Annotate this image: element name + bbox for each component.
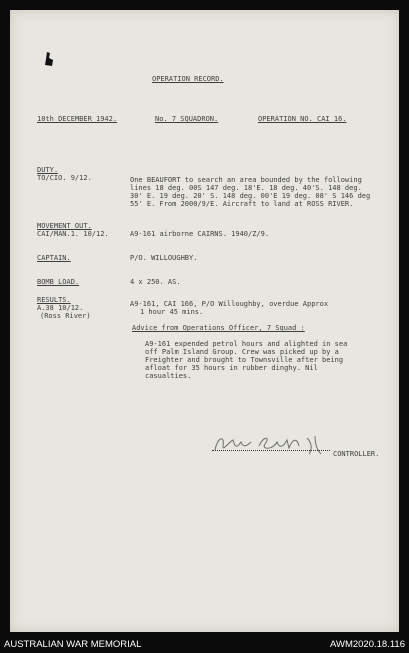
duty-line-4: 55' E. From 2000/9/E. Aircraft to land at ROSS RIVER. [130, 200, 354, 208]
advice-line-3: Freighter and brought to Townsville after being [145, 356, 344, 364]
ink-mark [44, 52, 54, 66]
duty-ref: TO/CIO. 9/12. [37, 174, 92, 182]
results-ref: A.38 10/12. [37, 304, 84, 312]
bomb-load-text: 4 x 250. AS. [130, 278, 181, 286]
bomb-load-label: BOMB LOAD. [37, 278, 80, 286]
document-page [10, 10, 399, 632]
footer-bar [0, 636, 409, 653]
footer-institution: AUSTRALIAN WAR MEMORIAL [4, 639, 142, 650]
movement-label: MOVEMENT OUT. [37, 222, 92, 230]
results-line-1: A9-161, CAI 166, P/O Willoughby, overdue Approx [130, 300, 329, 308]
movement-text: A9-161 airborne CAIRNS. 1940/Z/9. [130, 230, 270, 238]
duty-label: DUTY. [37, 166, 59, 174]
results-place: (Ross River) [40, 312, 91, 320]
captain-label: CAPTAIN. [37, 254, 71, 262]
duty-line-2: lines 18 deg. 00S 147 deg. 18'E. 18 deg. 40'S. 148 deg. [130, 184, 362, 192]
handwritten-signature [207, 428, 332, 458]
footer-reference-id: AWM2020.18.116 [330, 639, 405, 650]
advice-line-4: afloat for 35 hours in rubber dinghy. Nil [145, 364, 318, 372]
signature-line [212, 450, 330, 451]
results-line-2: 1 hour 45 mins. [140, 308, 204, 316]
advice-line-2: off Palm Island Group. Crew was picked up by a [145, 348, 339, 356]
operation-number: OPERATION NO. CAI 16. [258, 115, 347, 123]
duty-line-3: 30' E. 19 deg. 20' S. 148 deg. 00'E 19 deg. 08' S 146 deg [130, 192, 371, 200]
duty-line-1: One BEAUFORT to search an area bounded by the following [130, 176, 362, 184]
squadron-line: No. 7 SQUADRON. [155, 115, 219, 123]
advice-heading: Advice from Operations Officer, 7 Squad : [132, 324, 305, 332]
results-label: RESULTS. [37, 296, 71, 304]
movement-ref: CAI/MAN.1. 10/12. [37, 230, 109, 238]
advice-line-5: casualties. [145, 372, 192, 380]
advice-line-1: A9-161 expended petrol hours and alighted in sea [145, 340, 348, 348]
captain-text: P/O. WILLOUGHBY. [130, 254, 198, 262]
document-title: OPERATION RECORD. [152, 75, 224, 83]
controller-label: CONTROLLER. [333, 450, 380, 458]
date-line: 10th DECEMBER 1942. [37, 115, 118, 123]
